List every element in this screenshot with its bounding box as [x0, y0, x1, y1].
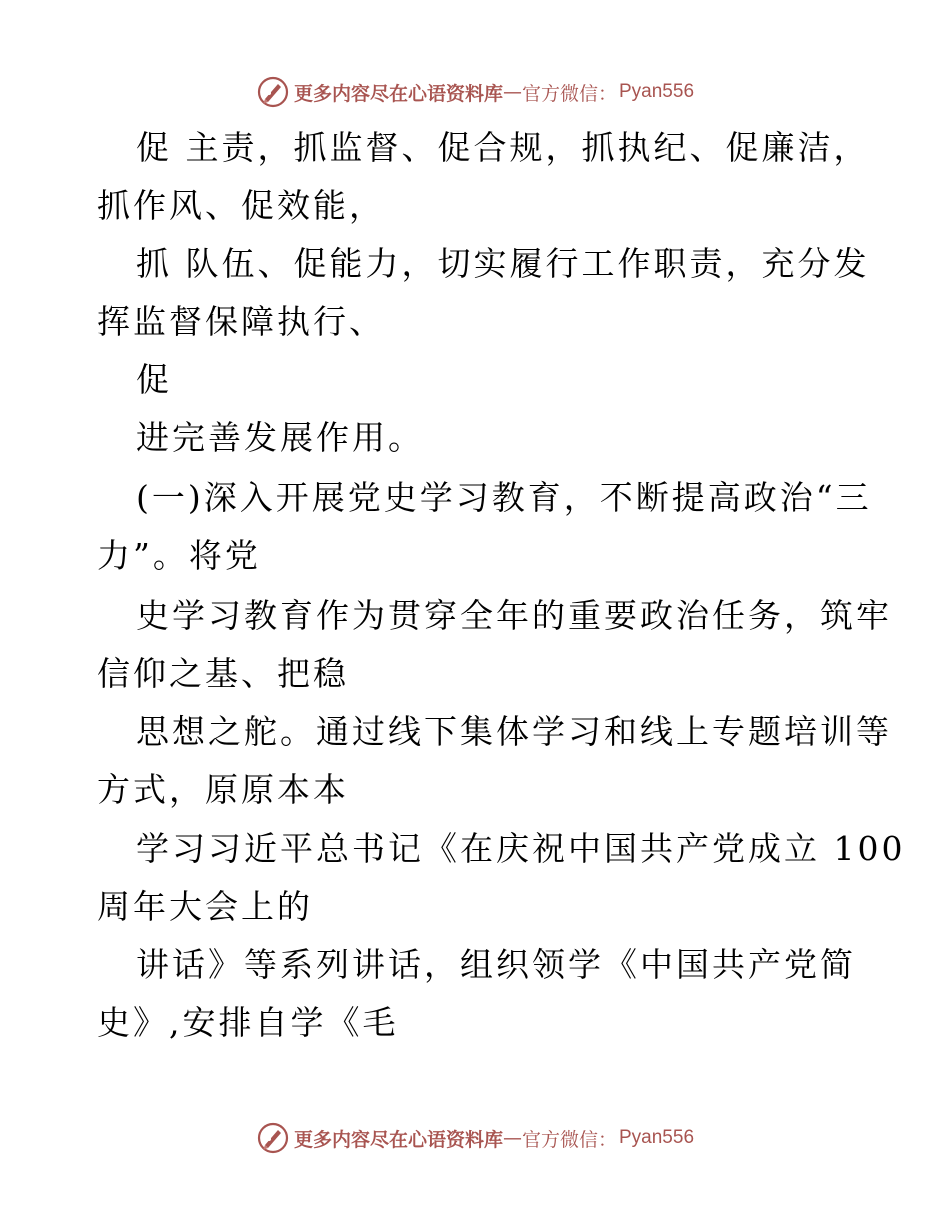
- text-line: 讲话》等系列讲话，组织领学《中国共产党简: [136, 945, 856, 984]
- text-line: 信仰之基、把稳: [97, 654, 349, 693]
- text-line: 挥监督保障执行、: [97, 302, 385, 341]
- text-line: 方式，原原本本: [97, 770, 349, 809]
- text-line: 史学习教育作为贯穿全年的重要政治任务，筑牢: [136, 596, 892, 635]
- watermark-label: 官方微信：: [521, 1128, 617, 1151]
- text-line: 周年大会上的: [97, 887, 313, 926]
- text-line: 力”。将党: [97, 536, 261, 575]
- text-line: 进完善发展作用。: [136, 418, 424, 457]
- text-line: 史》,安排自学《毛: [97, 1003, 399, 1042]
- watermark-wechat-id: Pyan556: [619, 1127, 695, 1148]
- watermark-brand: 更多内容尽在心语资料库: [293, 82, 503, 105]
- pen-logo-icon: [256, 1121, 290, 1155]
- text-line: 抓作风、促效能，: [97, 186, 385, 225]
- watermark-brand: 更多内容尽在心语资料库: [293, 1128, 503, 1151]
- text-line: 促 主责，抓监督、促合规，抓执纪、促廉洁，: [136, 128, 870, 167]
- watermark-wechat-id: Pyan556: [619, 81, 695, 102]
- text-line: 抓 队伍、促能力，切实履行工作职责，充分发: [136, 244, 870, 283]
- watermark-separator: —: [502, 81, 522, 103]
- watermark-separator: —: [502, 1127, 522, 1149]
- watermark-label: 官方微信：: [521, 82, 617, 105]
- footer-watermark: [0, 1116, 950, 1160]
- text-line: (一)深入开展党史学习教育，不断提高政治“三: [136, 478, 872, 517]
- text-line: 促: [136, 360, 172, 399]
- text-line: 思想之舵。通过线下集体学习和线上专题培训等: [136, 712, 892, 751]
- text-line: 学习习近平总书记《在庆祝中国共产党成立 100: [136, 829, 906, 868]
